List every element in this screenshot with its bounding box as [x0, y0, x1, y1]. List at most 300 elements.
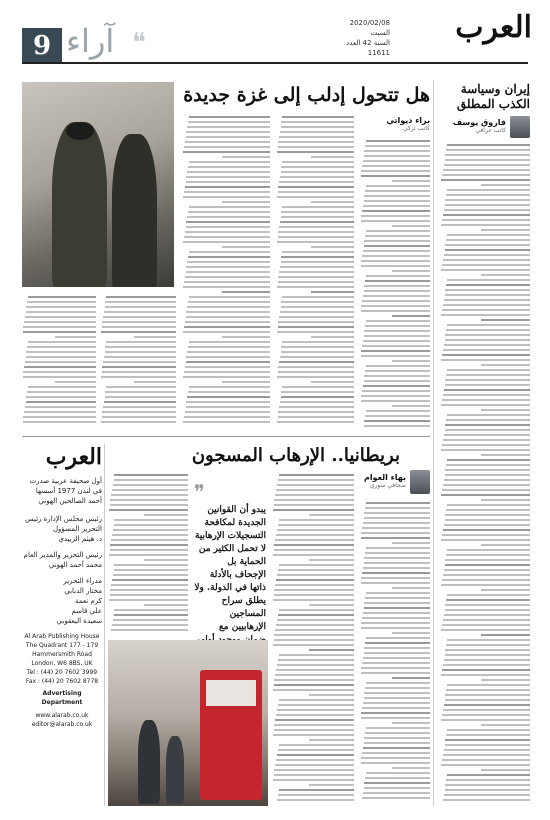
text-line: [445, 294, 531, 296]
text-line: [446, 329, 530, 331]
top-author-name: براء ديواتي: [386, 116, 430, 125]
top-article-headline: هل تتحول إدلب إلى غزة جديدة: [183, 84, 430, 106]
text-line: [446, 689, 530, 691]
bottom-article-col2: [272, 474, 354, 806]
text-line: [445, 424, 530, 426]
text-line: [441, 719, 530, 721]
text-line: [275, 629, 354, 631]
text-line: [364, 512, 430, 514]
text-line: [366, 502, 430, 504]
text-line: [444, 524, 530, 526]
text-line: [447, 144, 530, 146]
text-line: [274, 684, 354, 686]
text-line: [481, 454, 531, 456]
text-line: [279, 181, 354, 183]
text-line: [186, 316, 270, 318]
text-line: [186, 361, 270, 363]
text-line: [446, 644, 530, 646]
issue-number: السنة 42 العدد 11611: [346, 39, 390, 57]
text-line: [279, 654, 354, 656]
text-line: [187, 126, 270, 128]
text-line: [186, 131, 270, 133]
text-line: [278, 146, 354, 148]
text-line: [365, 777, 430, 779]
text-line: [311, 156, 354, 158]
top-article-photo: [22, 82, 174, 287]
text-line: [392, 632, 431, 634]
text-line: [392, 677, 431, 679]
text-line: [110, 594, 188, 596]
text-line: [444, 389, 530, 391]
top-article-col4: [100, 296, 176, 430]
photo-detail: [66, 122, 94, 140]
text-line: [278, 794, 354, 796]
credits-editors-label: مدراء التحرير: [63, 577, 102, 585]
text-line: [188, 166, 270, 168]
text-line: [364, 742, 431, 744]
sidebar-author-avatar: [510, 116, 530, 138]
text-line: [183, 421, 270, 423]
text-line: [444, 704, 530, 706]
text-line: [445, 609, 531, 611]
text-line: [361, 582, 430, 584]
text-line: [274, 499, 354, 501]
text-line: [274, 769, 354, 771]
text-line: [188, 121, 270, 123]
text-line: [445, 334, 530, 336]
text-line: [446, 464, 530, 466]
text-line: [276, 624, 354, 626]
text-line: [361, 305, 430, 307]
text-line: [277, 151, 354, 153]
bottom-article-photo: [108, 640, 268, 806]
text-line: [481, 679, 531, 681]
text-line: [361, 310, 430, 312]
text-line: [309, 784, 354, 786]
text-line: [274, 639, 354, 641]
text-line: [275, 539, 354, 541]
text-line: [445, 379, 530, 381]
text-line: [222, 156, 270, 158]
text-line: [366, 365, 430, 367]
text-line: [392, 405, 431, 407]
text-line: [188, 346, 270, 348]
text-line: [364, 737, 430, 739]
text-line: [444, 209, 530, 211]
text-line: [277, 664, 354, 666]
text-line: [110, 589, 188, 591]
text-line: [364, 697, 431, 699]
text-line: [366, 592, 430, 594]
bottom-article-col3: [108, 474, 188, 634]
text-line: [185, 321, 270, 323]
text-line: [443, 529, 530, 531]
text-line: [364, 380, 431, 382]
text-line: [442, 579, 530, 581]
pull-quote-text: يبدو أن القوانين الجديدة لمكافحة التسجيلات الإرهابية لا تحمل الكثير من الحماية بل الإجحاف بالأدلة ذاتها في الدولة. ولا يطلق سراح المساجين الإرهابيين مع: [194, 505, 266, 632]
text-line: [114, 614, 188, 616]
text-line: [443, 214, 530, 216]
text-line: [443, 394, 530, 396]
text-line: [445, 784, 530, 786]
text-line: [442, 534, 530, 536]
text-line: [103, 316, 176, 318]
text-line: [278, 236, 354, 238]
text-line: [187, 351, 270, 353]
text-line: [186, 226, 270, 228]
text-line: [446, 779, 530, 781]
text-line: [441, 674, 530, 676]
text-line: [361, 175, 430, 177]
text-line: [365, 370, 430, 372]
text-line: [392, 587, 431, 589]
text-line: [114, 564, 188, 566]
credits-chairman: د. هيثم الزبيدي: [58, 535, 102, 543]
sidebar-article: [440, 82, 530, 112]
text-line: [445, 249, 531, 251]
text-line: [363, 205, 430, 207]
text-line: [363, 295, 430, 297]
text-line: [275, 719, 354, 721]
text-line: [311, 201, 354, 203]
photo-figure: [166, 736, 184, 804]
text-line: [106, 386, 176, 388]
text-line: [278, 614, 354, 616]
text-line: [441, 269, 530, 271]
text-line: [144, 514, 188, 516]
text-line: [365, 145, 430, 147]
text-line: [392, 767, 431, 769]
text-line: [447, 594, 530, 596]
text-line: [441, 314, 530, 316]
text-line: [26, 306, 96, 308]
text-line: [362, 527, 430, 529]
text-line: [447, 369, 530, 371]
text-line: [25, 361, 96, 363]
text-line: [442, 624, 530, 626]
text-line: [275, 494, 354, 496]
text-line: [366, 637, 430, 639]
masthead-meta: [330, 18, 390, 58]
text-line: [114, 569, 188, 571]
credits-publisher: Al Arab Publishing House: [24, 633, 100, 640]
text-line: [102, 366, 176, 368]
text-line: [441, 359, 530, 361]
text-line: [444, 614, 530, 616]
sidebar-article-title-line1: إيران وسياسة: [460, 82, 530, 96]
text-line: [441, 629, 530, 631]
text-line: [113, 619, 188, 621]
text-line: [187, 216, 270, 218]
text-line: [362, 165, 430, 167]
text-line: [281, 301, 354, 303]
text-line: [273, 779, 354, 781]
masthead-logo: العرب: [455, 10, 532, 45]
photo-figure: [112, 134, 157, 287]
text-line: [186, 266, 270, 268]
text-line: [273, 599, 354, 601]
text-line: [442, 309, 530, 311]
text-line: [364, 562, 431, 564]
text-line: [187, 396, 270, 398]
text-line: [27, 301, 96, 303]
text-line: [392, 270, 431, 272]
text-line: [277, 574, 354, 576]
text-line: [282, 251, 354, 253]
text-line: [114, 479, 188, 481]
text-line: [365, 190, 430, 192]
text-line: [277, 799, 354, 801]
text-line: [185, 186, 270, 188]
text-line: [281, 171, 354, 173]
text-line: [442, 444, 530, 446]
text-line: [101, 376, 176, 378]
text-line: [481, 274, 531, 276]
text-line: [186, 271, 270, 273]
text-line: [279, 361, 354, 363]
text-line: [447, 504, 530, 506]
text-line: [392, 315, 431, 317]
text-line: [447, 279, 530, 281]
text-line: [26, 396, 96, 398]
text-line: [445, 199, 530, 201]
text-line: [277, 286, 354, 288]
text-line: [445, 739, 530, 741]
sidebar-author-role: كاتب عراقي: [475, 127, 506, 134]
text-line: [364, 155, 431, 157]
text-line: [55, 381, 96, 383]
text-line: [441, 179, 530, 181]
text-line: [281, 261, 354, 263]
text-line: [23, 416, 96, 418]
text-line: [27, 391, 96, 393]
text-line: [361, 220, 430, 222]
text-line: [362, 707, 430, 709]
text-line: [184, 416, 270, 418]
text-line: [366, 772, 430, 774]
text-line: [281, 256, 354, 258]
text-line: [361, 667, 430, 669]
text-line: [113, 529, 188, 531]
text-line: [278, 371, 354, 373]
text-line: [445, 649, 530, 651]
text-line: [281, 396, 354, 398]
photo-figure: [138, 720, 160, 804]
text-line: [281, 126, 354, 128]
text-line: [445, 564, 531, 566]
text-line: [281, 391, 354, 393]
text-line: [278, 749, 354, 751]
text-line: [364, 200, 431, 202]
text-line: [481, 544, 531, 546]
text-line: [278, 191, 354, 193]
text-line: [365, 597, 430, 599]
text-line: [311, 381, 354, 383]
text-line: [102, 326, 176, 328]
text-line: [186, 221, 270, 223]
text-line: [24, 321, 96, 323]
text-line: [279, 474, 354, 476]
text-line: [277, 709, 354, 711]
top-author-role: كاتب تركي: [403, 125, 430, 132]
section-title: آراء: [66, 22, 115, 60]
text-line: [362, 390, 430, 392]
text-line: [110, 504, 188, 506]
text-line: [189, 386, 270, 388]
text-line: [277, 754, 354, 756]
text-line: [481, 634, 531, 636]
text-line: [102, 411, 176, 413]
text-line: [442, 264, 530, 266]
text-line: [361, 577, 430, 579]
text-line: [362, 210, 430, 212]
text-line: [184, 191, 270, 193]
text-line: [442, 399, 530, 401]
text-line: [364, 607, 431, 609]
text-line: [105, 351, 176, 353]
text-line: [441, 764, 530, 766]
text-line: [104, 311, 176, 313]
text-line: [441, 584, 530, 586]
text-line: [445, 519, 531, 521]
credits-email[interactable]: editor@alarab.co.uk: [31, 721, 93, 728]
photo-detail: [206, 680, 256, 706]
text-line: [442, 669, 530, 671]
text-line: [365, 642, 430, 644]
text-line: [361, 350, 430, 352]
text-line: [189, 296, 270, 298]
text-line: [277, 376, 354, 378]
text-line: [134, 336, 176, 338]
text-line: [102, 321, 176, 323]
text-line: [309, 739, 354, 741]
text-line: [366, 230, 430, 232]
text-line: [447, 684, 530, 686]
text-line: [278, 416, 354, 418]
text-line: [106, 341, 176, 343]
text-line: [392, 542, 431, 544]
text-line: [105, 301, 176, 303]
text-line: [361, 265, 430, 267]
text-line: [481, 724, 531, 726]
text-line: [447, 639, 530, 641]
text-line: [363, 747, 430, 749]
text-line: [144, 604, 188, 606]
text-line: [442, 714, 530, 716]
text-line: [189, 116, 270, 118]
text-line: [278, 231, 354, 233]
sidebar-author-name: فاروق يوسف: [452, 118, 506, 127]
text-line: [366, 140, 430, 142]
text-line: [445, 469, 530, 471]
text-line: [187, 306, 270, 308]
text-line: [361, 757, 430, 759]
text-line: [363, 657, 430, 659]
text-line: [281, 211, 354, 213]
text-line: [392, 225, 431, 227]
credits-web[interactable]: www.alarab.co.uk: [35, 712, 89, 719]
text-line: [442, 489, 530, 491]
text-line: [113, 574, 188, 576]
text-line: [105, 396, 176, 398]
text-line: [445, 744, 531, 746]
text-line: [447, 189, 530, 191]
text-line: [27, 346, 96, 348]
text-line: [481, 499, 531, 501]
text-line: [23, 421, 96, 423]
text-line: [442, 759, 530, 761]
text-line: [366, 410, 430, 412]
text-line: [280, 401, 354, 403]
text-line: [189, 206, 270, 208]
text-line: [222, 291, 270, 293]
text-line: [444, 794, 530, 796]
text-line: [144, 559, 188, 561]
text-line: [26, 401, 96, 403]
sidebar-author-block: [440, 116, 530, 138]
text-line: [110, 499, 188, 501]
text-line: [282, 386, 354, 388]
text-line: [364, 330, 430, 332]
text-line: [361, 762, 430, 764]
sidebar-article-body: [440, 144, 530, 806]
text-line: [365, 552, 430, 554]
text-line: [186, 176, 270, 178]
text-line: [183, 151, 270, 153]
text-line: [277, 331, 354, 333]
text-line: [441, 449, 530, 451]
text-line: [364, 557, 430, 559]
text-line: [106, 296, 176, 298]
text-line: [279, 564, 354, 566]
text-line: [281, 346, 354, 348]
text-line: [273, 644, 354, 646]
text-line: [447, 774, 530, 776]
sidebar-article-title-line2: الكذب المطلق: [456, 97, 530, 111]
text-line: [446, 554, 530, 556]
text-line: [274, 774, 354, 776]
text-line: [362, 797, 430, 799]
text-line: [366, 320, 430, 322]
text-line: [275, 674, 354, 676]
text-line: [185, 141, 270, 143]
text-line: [186, 136, 270, 138]
photo-figure: [52, 122, 107, 287]
text-line: [28, 341, 96, 343]
text-line: [365, 687, 430, 689]
text-line: [278, 569, 354, 571]
text-line: [309, 694, 354, 696]
text-line: [445, 694, 530, 696]
masthead-rule: [22, 62, 528, 64]
text-line: [441, 539, 530, 541]
text-line: [274, 724, 354, 726]
credits-box: [22, 444, 102, 806]
text-line: [365, 507, 430, 509]
text-line: [363, 385, 430, 387]
text-line: [278, 659, 354, 661]
text-line: [392, 722, 431, 724]
text-line: [281, 306, 354, 308]
text-line: [279, 609, 354, 611]
text-line: [361, 395, 430, 397]
text-line: [445, 429, 531, 431]
top-article-col1: [360, 140, 430, 430]
text-line: [443, 349, 530, 351]
text-line: [280, 176, 354, 178]
text-line: [186, 181, 270, 183]
text-line: [446, 284, 530, 286]
